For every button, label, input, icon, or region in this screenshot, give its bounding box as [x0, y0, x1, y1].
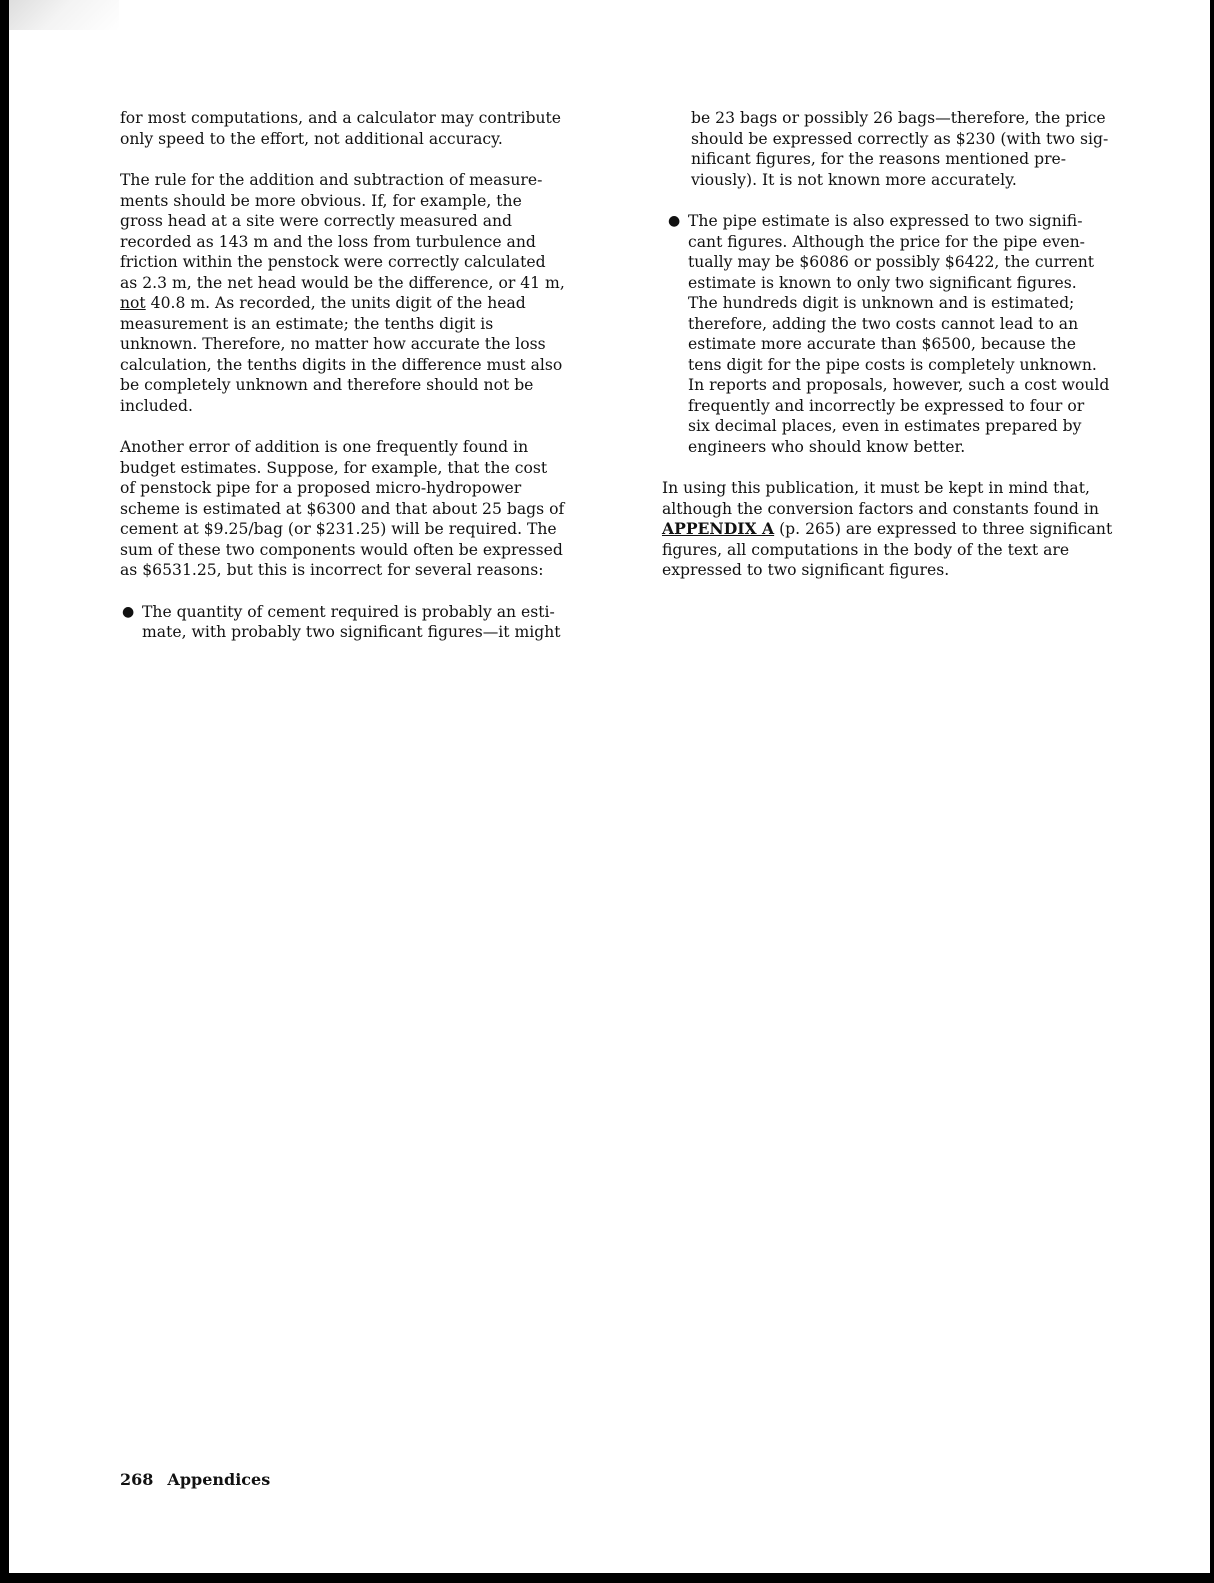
scan-border-bottom [0, 1573, 1214, 1583]
paragraph-calculator-accuracy: for most computations, and a calculator may contribute only speed to the effort, not additional accuracy. [120, 109, 561, 148]
appendix-a-link[interactable]: APPENDIX A [662, 519, 775, 538]
bullet-icon: ● [668, 213, 681, 229]
bullet-cement-continued: be 23 bags or possibly 26 bags—therefore, the price should be expressed correctly as $230 (with two sig- nificant figures, for the reasons mentioned pre- viously). It is not known more accurately. [691, 109, 1109, 189]
paragraph-addition-rule-part2: 40.8 m. As recorded, the units digit of the head measurement is an estimate; the tenths digit is unknown. Therefore, no matter how accurate the loss calculation, the tenths digits in the difference must also be completely unknown and therefore should not be included. [120, 294, 563, 415]
paragraph-note-part1: In using this publication, it must be kept in mind that, although the conversion factors and constants found in [662, 479, 1099, 518]
bullet-cement-quantity [120, 602, 630, 643]
paragraph-addition-rule-part1: The rule for the addition and subtraction of measure- ments should be more obvious. If, for example, the gross head at a site were correctly measured and recorded as 143 m and the loss from turbulence and friction within the penstock were correctly calculated as 2.3 m, the net head would be the difference, or 41 m, [120, 171, 565, 292]
paragraph-note-part2: (p. 265) are expressed to three significant figures, all computations in the body of the text are expressed to two significant figures. [662, 520, 1113, 579]
running-section-title: Appendices [167, 1470, 271, 1489]
scan-artifact [9, 0, 119, 30]
paragraph-budget-error: Another error of addition is one frequently found in budget estimates. Suppose, for example, that the cost of penstock pipe for a proposed micro-hydropower scheme is estimated at $6300 and that about 25 bags of cement at $9.25/bag (or $231.25) will be required. The sum of these two components would often be expressed as $6531.25, but this is incorrect for several reasons: [120, 438, 565, 579]
right-column [662, 108, 1174, 602]
bullet-cement-text: The quantity of cement required is probably an esti- mate, with probably two significant figures—it might [142, 602, 561, 641]
bullet-pipe-estimate [666, 211, 1174, 457]
bullet-icon: ● [122, 603, 135, 620]
underlined-not: not [120, 294, 146, 312]
page-footer [120, 1470, 270, 1489]
page-number: 268 [120, 1470, 154, 1489]
paragraph-addition-rule [120, 170, 630, 416]
paragraph-significant-figures-note [662, 478, 1174, 581]
scan-border-left [0, 0, 9, 1583]
bullet-pipe-text: The pipe estimate is also expressed to two signifi- cant figures. Although the price for the pipe even- tually may be $6086 or possibly $6422, the current estimate is known to only two significant figures. The hundreds digit is unknown and is estimated; therefore, adding the two costs cannot lead to an estimate more accurate than $6500, because the tens digit for the pipe costs is completely unknown. In reports and proposals, however, such a cost would frequently and incorrectly be expressed to four or six decimal places, even in estimates prepared by engineers who should know better. [688, 212, 1110, 456]
left-column [120, 108, 630, 664]
scan-border-right [1210, 0, 1214, 1583]
